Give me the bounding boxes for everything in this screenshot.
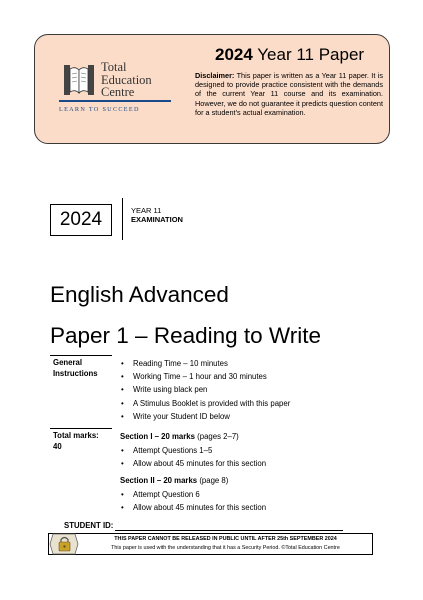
general-label [53,358,98,379]
exam-level: YEAR 11 [131,206,162,215]
header-box [34,34,390,144]
list-item: • A Stimulus Booklet is provided with this paper [118,397,290,410]
list-item: • Write using black pen [118,383,290,396]
footer-release-notice: THIS PAPER CANNOT BE RELEASED IN PUBLIC UNTIL AFTER 25th SEPTEMBER 2024 [114,536,337,542]
general-label-line1: General [53,358,83,367]
list-item: • Working Time – 1 hour and 30 minutes [118,370,290,383]
exam-year-box: 2024 [50,204,112,236]
general-label-line2: Instructions [53,368,98,378]
footer-security-notice: This paper is used with the understanding that it has a Security Period. ©Total Education Centre [111,545,340,551]
security-footer [48,533,373,555]
logo-name [101,61,152,99]
general-rule [50,355,112,356]
section2-title: Section II – 20 marks [120,476,198,485]
list-item: • Attempt Question 6 [118,488,266,501]
general-instructions-list [118,357,290,423]
total-marks-label [53,431,99,452]
marks-rule [50,428,112,429]
logo-tagline: LEARN TO SUCCEED [59,106,140,113]
section2-pages: (page 8) [199,476,229,485]
section2-heading [120,476,228,485]
list-item: • Attempt Questions 1–5 [118,444,266,457]
subject-title: English Advanced [50,282,229,307]
section1-heading [120,432,239,441]
list-item: • Allow about 45 minutes for this section [118,457,266,470]
list-item: • Allow about 45 minutes for this section [118,501,266,514]
logo-underline [59,100,171,102]
section1-title: Section I – 20 marks [120,432,195,441]
total-marks-value: 40 [53,441,62,451]
open-book-icon [63,63,95,97]
year-divider [122,198,123,240]
section2-list [118,488,266,514]
paper-heading-title: Year 11 Paper [257,45,365,64]
disclaimer [195,71,383,117]
disclaimer-label: Disclaimer: [195,71,235,80]
list-item: • Write your Student ID below [118,410,290,423]
total-marks-text: Total marks: [53,431,99,440]
list-item: • Reading Time – 10 minutes [118,357,290,370]
section1-list [118,444,266,470]
paper-heading [215,45,364,65]
security-lock-icon [49,532,79,556]
logo-name-line2: Education [101,72,152,87]
student-id-field[interactable] [115,530,343,531]
total-education-centre-logo [55,61,195,141]
paper-name: Paper 1 – Reading to Write [50,323,321,348]
paper-heading-year: 2024 [215,45,253,64]
exam-meta [131,206,183,224]
logo-name-line3: Centre [101,85,135,99]
disclaimer-text: This paper is written as a Year 11 paper. It is designed to provide practice consistent with the demands of the current Year 11 course and its examination. However, we do not guarantee it predicts question content for a student’s actual examination. [195,71,383,117]
student-id-label: STUDENT ID: [64,521,114,530]
logo-name-line1: Total [101,60,127,74]
exam-type: EXAMINATION [131,215,183,224]
section1-pages: (pages 2–7) [197,432,239,441]
